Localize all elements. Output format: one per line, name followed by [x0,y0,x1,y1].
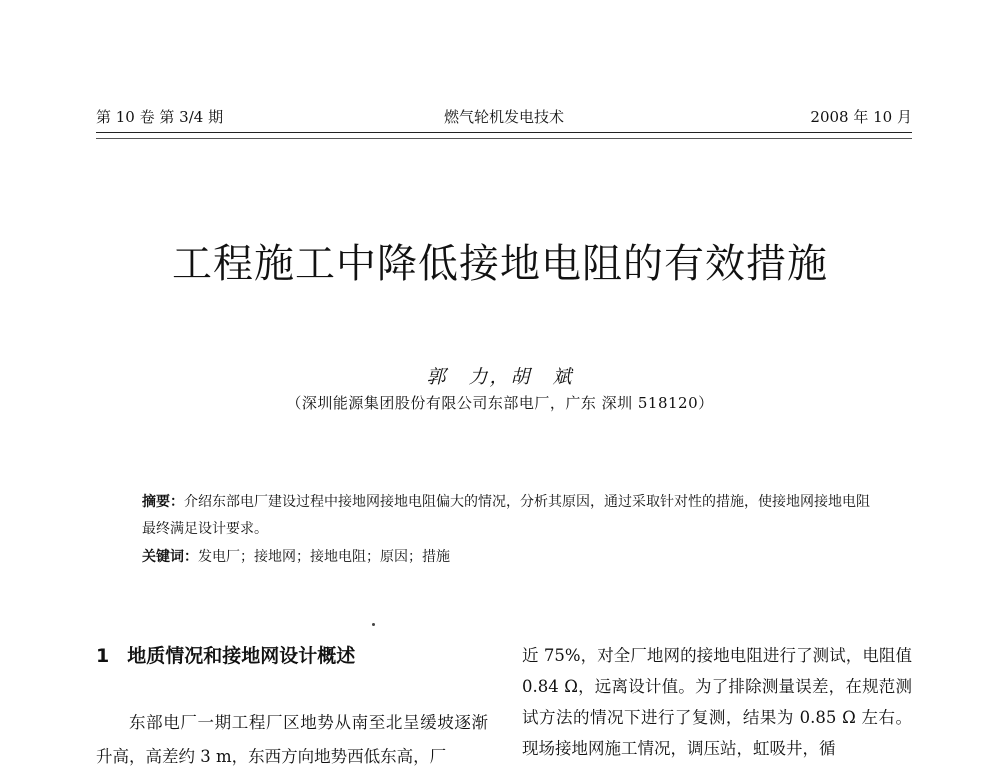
section-1-number: 1 [96,645,110,667]
abstract-label: 摘要： [142,494,184,510]
section-1-title: 地质情况和接地网设计概述 [127,645,356,667]
abstract [142,489,870,543]
left-column [96,706,488,774]
right-column-paragraph: 近 75%，对全厂地网的接地电阻进行了测试，电阻值 0.84 Ω，远离设计值。为了排除测量误差，在规范测试方法的情况下进行了复测，结果为 0.85 Ω 左右。现场接地网施工情况，调压站，虹吸井，循 [522,646,912,758]
journal-volume-issue: 第 10 卷 第 3/4 期 [96,108,224,126]
keywords-label: 关键词： [142,549,198,565]
abstract-text: 介绍东部电厂建设过程中接地网接地电阻偏大的情况，分析其原因，通过采取针对性的措施，使接地网接地电阻最终满足设计要求。 [142,494,870,537]
keywords [142,546,870,566]
publication-date: 2008 年 10 月 [810,108,912,126]
left-column-paragraph: 东部电厂一期工程厂区地势从南至北呈缓坡逐渐升高，高差约 3 m，东西方向地势西低东高，厂 [96,713,488,766]
section-1-heading [96,641,355,668]
paper-authors: 郭 力，胡 斌 [426,366,574,388]
paper-title: 工程施工中降低接地电阻的有效措施 [172,241,828,287]
header-rule-top [96,132,912,133]
right-column [522,640,912,764]
header-rule-bottom [96,138,912,139]
author-affiliation: （深圳能源集团股份有限公司东部电厂，广东 深圳 518120） [286,394,714,412]
journal-name: 燃气轮机发电技术 [443,108,564,126]
keywords-text: 发电厂；接地网；接地电阻；原因；措施 [198,549,450,565]
stray-dot [372,623,375,626]
running-header [96,106,912,130]
